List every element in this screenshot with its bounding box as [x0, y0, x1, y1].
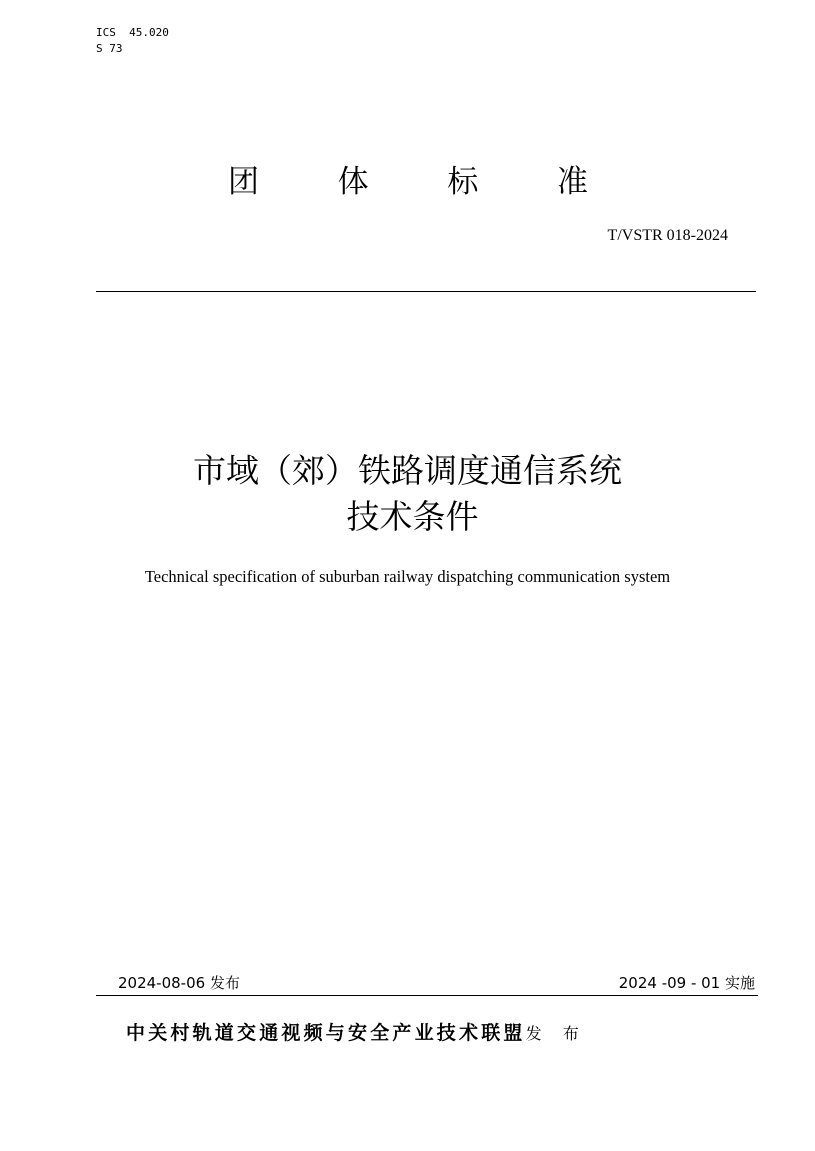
ccs-code: S 73: [96, 42, 123, 55]
standard-type-char-2: 体: [337, 164, 369, 200]
standard-type-char-3: 标: [447, 164, 479, 200]
title-zh-line-2: 技术条件: [346, 497, 479, 536]
standard-type-char-4: 准: [556, 164, 588, 200]
issuer-name: 中关村轨道交通视频与安全产业技术联盟: [126, 1022, 526, 1044]
title-english: Technical specification of suburban railway dispatching communication system: [144, 567, 671, 586]
standard-type-char-1: 团: [228, 164, 259, 200]
publish-date: 2024-08-06 发布: [118, 974, 240, 992]
standard-number: T/VSTR 018-2024: [607, 227, 728, 244]
title-zh-line-1: 市域（郊）铁路调度通信系统: [193, 451, 622, 490]
bottom-divider: [96, 995, 758, 996]
document-title: [0, 448, 815, 540]
top-divider: [96, 291, 756, 292]
issuer-suffix: 发 布: [525, 1024, 587, 1043]
ics-code: ICS 45.020: [96, 26, 169, 39]
effective-date: 2024 -09 - 01 实施: [618, 974, 755, 992]
standard-type-heading: [228, 162, 588, 202]
classification-codes: [96, 25, 169, 57]
issuer: [126, 1020, 587, 1047]
